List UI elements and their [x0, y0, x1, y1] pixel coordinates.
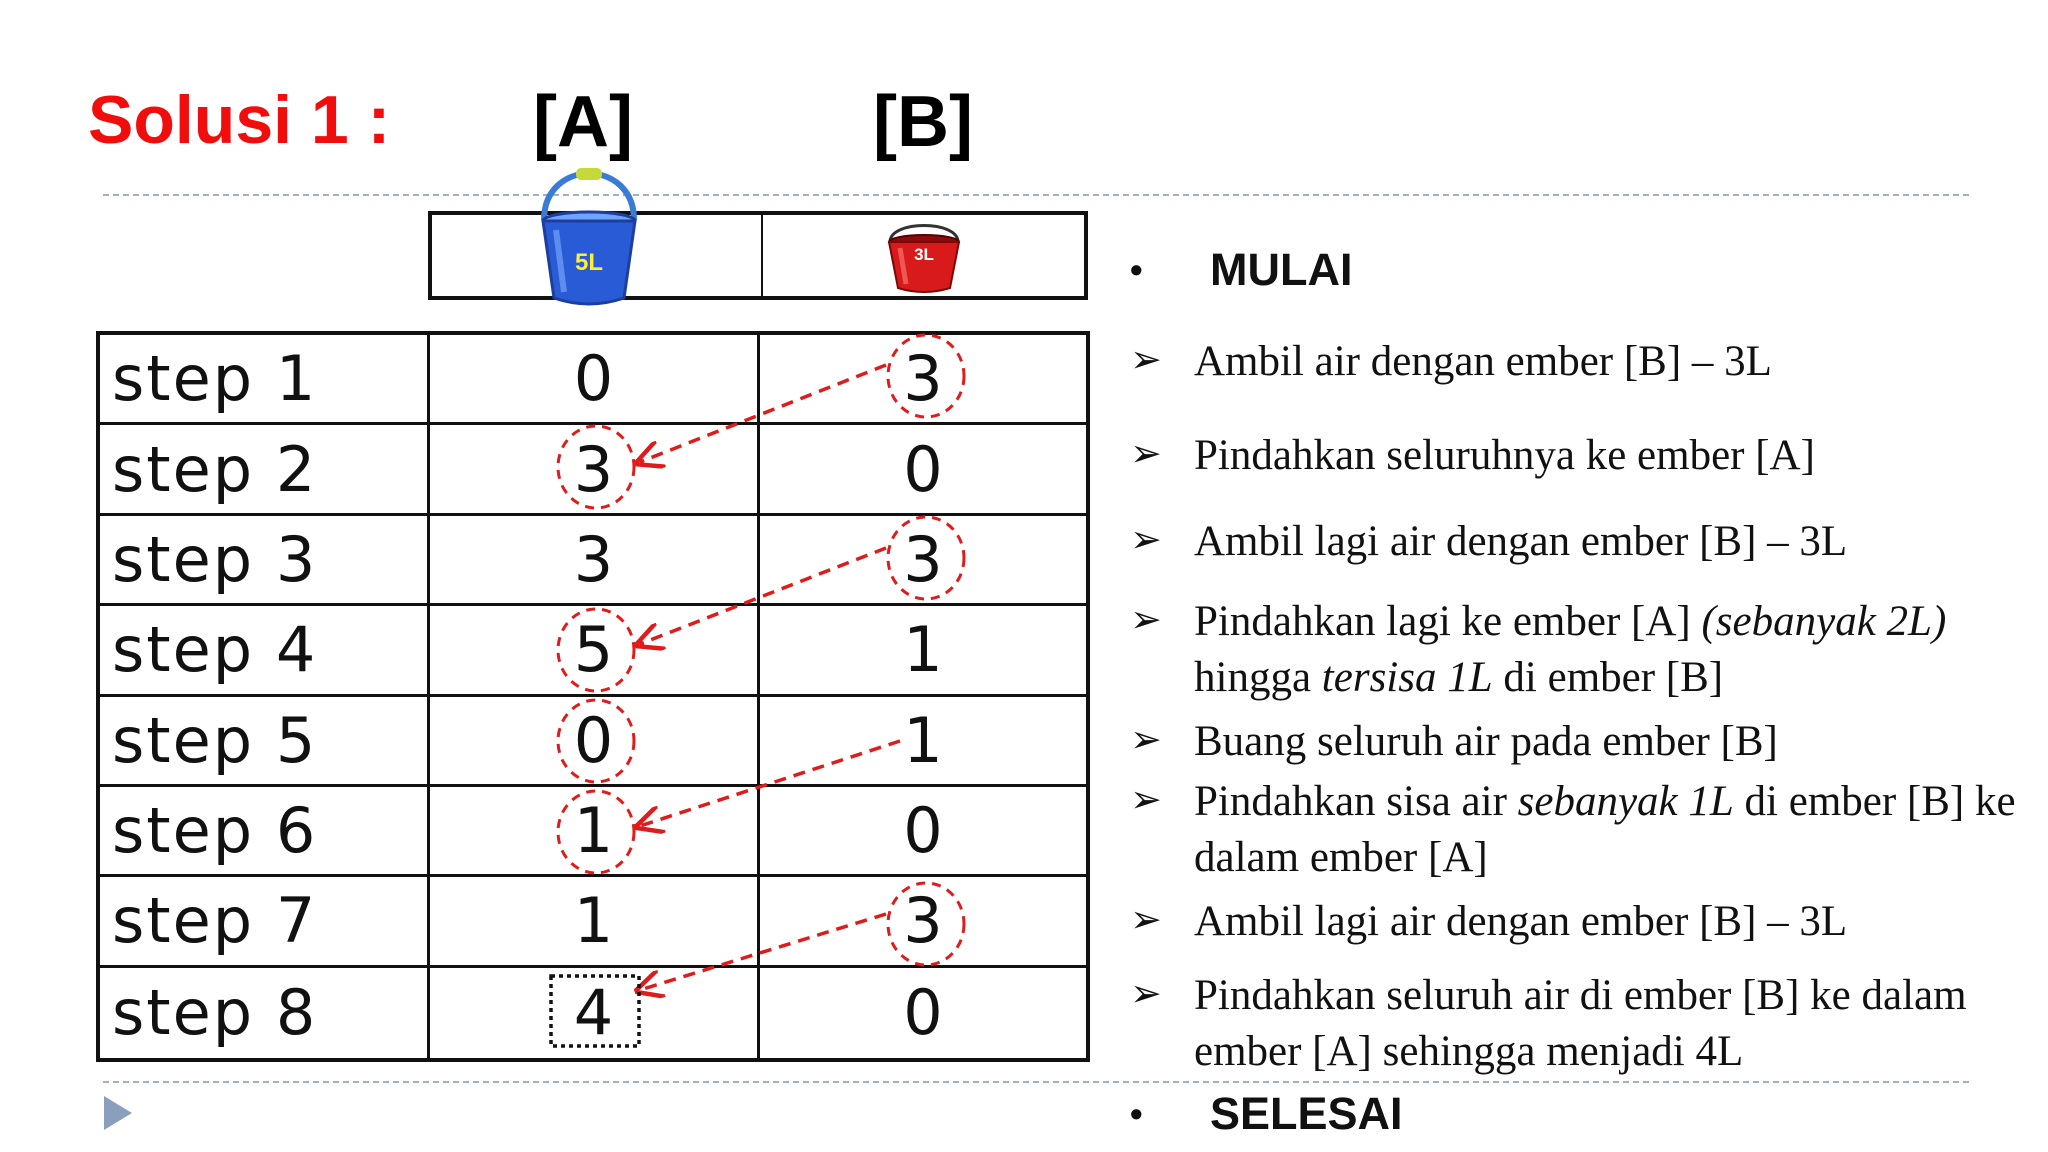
instruction-text: Buang seluruh air pada ember [B]	[1194, 718, 1778, 765]
instruction-text: Ambil air dengan ember [B] – 3L	[1194, 338, 1772, 385]
highlight-step1-b	[888, 335, 964, 417]
step-a-value: 0	[430, 697, 760, 787]
arrowhead-bullet-icon: ➢	[1130, 431, 1162, 475]
instruction-item	[1130, 334, 2010, 390]
step-a-value: 3	[430, 516, 760, 606]
step-b-value: 1	[760, 697, 1086, 787]
transfer-arrow-4	[640, 914, 886, 990]
nav-triangle-icon[interactable]	[104, 1096, 132, 1130]
highlight-step5-a	[558, 700, 634, 782]
instruction-item	[1130, 774, 2030, 886]
transfer-arrow-2	[640, 548, 886, 644]
step-label: step 3	[100, 516, 430, 606]
instruction-item	[1130, 514, 2010, 570]
instruction-text: di ember [B]	[1492, 654, 1724, 701]
step-b-value: 3	[760, 335, 1086, 425]
step-b-value: 0	[760, 787, 1086, 877]
instruction-text: hingga	[1194, 654, 1322, 701]
instruction-emphasis: (sebanyak 2L)	[1701, 598, 1947, 645]
instruction-text: Pindahkan sisa air	[1194, 778, 1518, 825]
instruction-item	[1130, 714, 2010, 770]
transfer-arrow-1	[640, 365, 886, 462]
result-box-step8-a	[551, 976, 639, 1046]
arrowhead-bullet-icon: ➢	[1130, 971, 1162, 1015]
highlight-step2-a	[558, 426, 634, 508]
step-a-value: 5	[430, 606, 760, 696]
step-b-value: 0	[903, 976, 943, 1050]
bucket-b-capacity: 3L	[914, 245, 934, 264]
column-header-b: [B]	[873, 82, 973, 162]
step-label: step 4	[100, 606, 430, 696]
highlight-step6-a	[558, 791, 634, 873]
step-a-value: 4	[430, 968, 760, 1058]
start-row	[1130, 244, 1352, 296]
instruction-item	[1130, 894, 2010, 950]
arrowhead-bullet-icon: ➢	[1130, 777, 1162, 821]
step-label: step 7	[100, 877, 430, 967]
instruction-text: Ambil lagi air dengan ember [B] – 3L	[1194, 898, 1848, 945]
step-a-value: 1	[430, 787, 760, 877]
bucket-a-capacity: 5L	[574, 249, 604, 276]
slide-title: Solusi 1 :	[88, 82, 391, 158]
instruction-text: Ambil lagi air dengan ember [B] – 3L	[1194, 518, 1848, 565]
end-row	[1130, 1088, 1403, 1140]
instruction-text: di ember [B] ke dalam ember [A]	[1194, 778, 2016, 881]
step-label: step 5	[100, 697, 430, 787]
instruction-item	[1130, 968, 1990, 1080]
step-label: step 2	[100, 425, 430, 515]
step-a-value: 1	[430, 877, 760, 967]
step-b-value: 1	[760, 606, 1086, 696]
instruction-item	[1130, 428, 2010, 484]
step-label: step 6	[100, 787, 430, 877]
step-label: step 1	[100, 335, 430, 425]
bullet-dot-icon: •	[1130, 1093, 1143, 1134]
instruction-text: Pindahkan lagi ke ember [A]	[1194, 598, 1702, 645]
arrowhead-bullet-icon: ➢	[1130, 597, 1162, 641]
instruction-emphasis: tersisa 1L	[1321, 654, 1493, 701]
instruction-text: Pindahkan seluruhnya ke ember [A]	[1194, 432, 1815, 479]
instruction-text: Pindahkan seluruh air di ember [B] ke dalam ember [A] sehingga menjadi 4L	[1194, 972, 1967, 1075]
step-b-value: 3	[760, 877, 1086, 967]
arrowhead-bullet-icon: ➢	[1130, 337, 1162, 381]
instruction-emphasis: sebanyak 1L	[1517, 778, 1734, 825]
highlight-step4-a	[558, 609, 634, 691]
arrowhead-bullet-icon: ➢	[1130, 517, 1162, 561]
step-a-value: 0	[430, 335, 760, 425]
highlight-step7-b	[888, 883, 964, 965]
arrowhead-bullet-icon: ➢	[1130, 717, 1162, 761]
bullet-dot-icon: •	[1130, 249, 1143, 290]
step-a-value: 3	[430, 425, 760, 515]
instruction-item	[1130, 594, 2010, 706]
transfer-arrow-3	[640, 741, 900, 826]
step-b-value: 0	[760, 425, 1086, 515]
step-label: step 8	[100, 968, 430, 1058]
arrowhead-bullet-icon: ➢	[1130, 897, 1162, 941]
start-label: MULAI	[1210, 244, 1353, 295]
highlight-step3-b	[888, 517, 964, 599]
step-b-value: 3	[760, 516, 1086, 606]
column-header-a: [A]	[533, 82, 633, 162]
end-label: SELESAI	[1210, 1088, 1403, 1139]
